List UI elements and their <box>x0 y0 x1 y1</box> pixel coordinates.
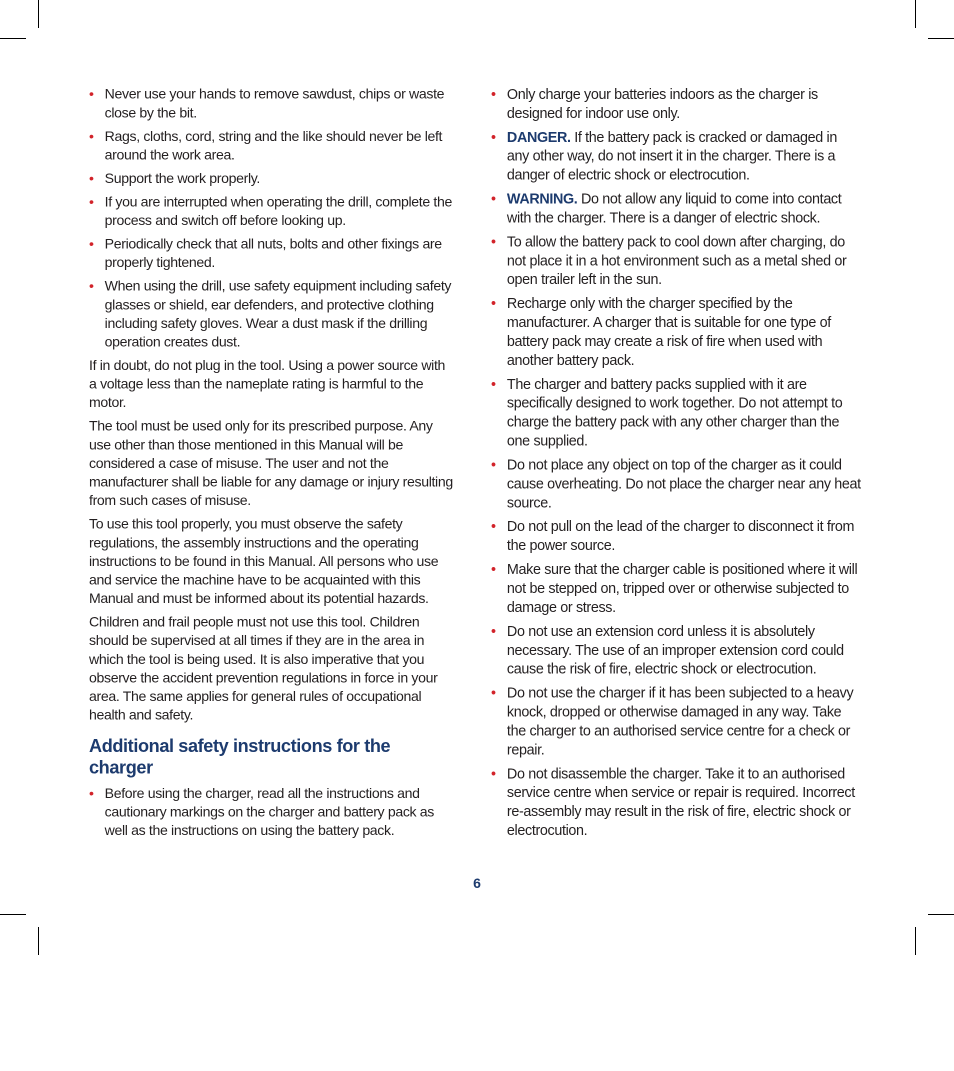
list-item-text: Recharge only with the charger specified by the manufacturer. A charger that is suitable for one type of battery pack may create a risk of fire when used with another battery pack. <box>506 296 831 369</box>
list-item-text: Do not use an extension cord unless it is absolutely necessary. The use of an improper extension cord could cause the risk of fire, electric shock or electrocution. <box>506 623 844 678</box>
paragraph: Children and frail people must not use this tool. Children should be supervised at all times if they are in the area in which the tool is being used. It is also imperative that you observe the accident prevention regulations in force in your area. The same applies for general rules of occupational health and safety. <box>89 614 438 724</box>
list-item-text: Do not place any object on top of the charger as it could cause overheating. Do not place the charger near any heat source. <box>506 457 861 512</box>
list-item-text: Before using the charger, read all the instructions and cautionary markings on the charger and battery pack as well as the instructions on using the battery pack. <box>104 786 435 840</box>
bullet-icon: • <box>89 278 94 295</box>
list-item-text: Do not pull on the lead of the charger to disconnect it from the power source. <box>506 519 855 555</box>
list-item <box>89 278 453 352</box>
crop-mark <box>915 0 916 28</box>
bullet-list-bottom <box>89 785 453 841</box>
list-item <box>491 129 862 186</box>
bullet-icon: • <box>491 623 496 640</box>
list-item-text: Never use your hands to remove sawdust, chips or waste close by the bit. <box>104 86 445 122</box>
crop-mark <box>928 38 954 39</box>
list-item-text: Do not disassemble the charger. Take it to an authorised service centre when service or repair is required. Incorrect re-assembly may result in the risk of fire, electric shock or electrocution. <box>506 766 855 840</box>
bullet-icon: • <box>491 376 496 393</box>
crop-mark <box>0 914 26 915</box>
crop-mark <box>928 914 954 915</box>
list-item <box>491 457 862 514</box>
bullet-icon: • <box>89 86 94 103</box>
crop-mark <box>915 927 916 955</box>
list-item <box>89 128 453 165</box>
bullet-list-charger <box>491 86 862 841</box>
paragraph: If in doubt, do not plug in the tool. Using a power source with a voltage less than the nameplate rating is harmful to the motor. <box>89 358 446 412</box>
list-item <box>491 295 862 371</box>
bullet-icon: • <box>491 191 496 208</box>
left-column <box>89 86 453 846</box>
list-item <box>89 236 453 273</box>
bullet-icon: • <box>491 296 496 313</box>
crop-mark <box>0 38 26 39</box>
list-item <box>89 86 453 123</box>
list-item-text: If you are interrupted when operating the drill, complete the process and switch off before looking up. <box>104 194 452 229</box>
list-item <box>491 765 862 841</box>
list-item-text: Rags, cloths, cord, string and the like should never be left around the work area. <box>104 129 443 164</box>
bullet-icon: • <box>89 786 94 802</box>
list-item-text: Periodically check that all nuts, bolts and other fixings are properly tightened. <box>104 236 442 272</box>
list-item-text: Only charge your batteries indoors as the charger is designed for indoor use only. <box>506 86 818 122</box>
paragraph: To use this tool properly, you must observe the safety regulations, the assembly instructions and the operating instructions to be found in this Manual. All persons who use and service the machine have to be acquainted with this Manual and must be informed about its potential hazards. <box>89 516 439 608</box>
list-item-text: Do not allow any liquid to come into contact with the charger. There is a danger of electric shock. <box>506 191 842 227</box>
list-item <box>491 233 862 290</box>
bullet-icon: • <box>89 129 94 145</box>
section-heading: Additional safety instructions for the charger <box>89 735 391 778</box>
crop-mark <box>38 0 39 28</box>
list-item <box>89 785 453 841</box>
bullet-icon: • <box>89 236 94 253</box>
right-column <box>491 86 862 846</box>
list-item <box>89 170 453 189</box>
crop-mark <box>38 927 39 955</box>
list-item-text: To allow the battery pack to cool down after charging, do not place it in a hot environment such as a metal shed or open trailer left in the sun. <box>506 234 847 289</box>
list-item-text: Do not use the charger if it has been subjected to a heavy knock, dropped or otherwise damaged in any way. Take the charger to an authorised service centre for a check or repair. <box>506 685 854 759</box>
list-item-text: Support the work properly. <box>104 171 261 187</box>
bullet-icon: • <box>491 234 496 251</box>
list-item <box>491 623 862 680</box>
list-item-text: Make sure that the charger cable is positioned where it will not be stepped on, tripped over or otherwise subjected to damage or stress. <box>506 562 858 616</box>
bullet-icon: • <box>491 129 496 146</box>
paragraph: The tool must be used only for its prescribed purpose. Any use other than those mentioned in this Manual will be considered a case of misuse. The user and not the manufacturer shall be liable for any damage or injury resulting from such cases of misuse. <box>89 418 453 510</box>
bullet-icon: • <box>491 766 496 783</box>
list-item <box>491 561 862 618</box>
list-item <box>491 518 862 556</box>
bullet-icon: • <box>89 171 94 187</box>
list-item <box>491 191 862 229</box>
list-item <box>89 194 453 231</box>
warning-label: WARNING. <box>506 191 578 208</box>
page-number: 6 <box>473 875 481 891</box>
bullet-icon: • <box>491 86 496 103</box>
bullet-icon: • <box>491 519 496 536</box>
bullet-icon: • <box>491 457 496 474</box>
bullet-icon: • <box>491 685 496 702</box>
list-item-text: The charger and battery packs supplied with it are specifically designed to work together. Do not attempt to charge the battery pack with any other charger than the one supplied. <box>506 376 843 450</box>
danger-label: DANGER. <box>506 129 571 146</box>
list-item-text: When using the drill, use safety equipment including safety glasses or shield, ear defenders, and protective clothing including safety gloves. Wear a dust mask if the drilling operation creates dust. <box>104 278 452 351</box>
bullet-list-top <box>89 86 453 352</box>
list-item <box>491 685 862 761</box>
bullet-icon: • <box>491 562 496 579</box>
list-item <box>491 376 862 452</box>
list-item <box>491 86 862 124</box>
list-item-text: If the battery pack is cracked or damaged in any other way, do not insert it in the charger. There is a danger of electric shock or electrocution. <box>506 129 837 184</box>
bullet-icon: • <box>89 194 94 211</box>
